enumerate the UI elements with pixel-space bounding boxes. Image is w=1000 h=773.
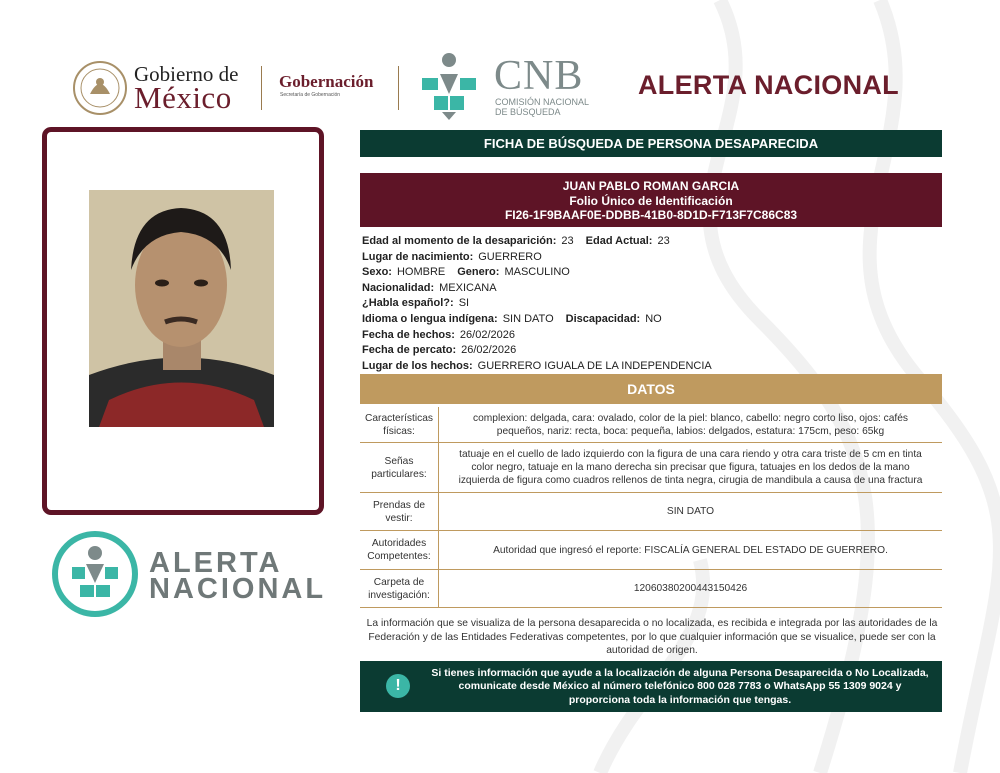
table-row — [360, 531, 942, 570]
discapacidad-label: Discapacidad: — [565, 312, 641, 325]
cnb-logo-icon — [412, 50, 486, 120]
sexo-label: Sexo: — [362, 266, 392, 279]
lugar-nacimiento-value: GUERRERO — [478, 250, 542, 263]
label-line: Características — [365, 412, 433, 424]
habla-espanol-value: SI — [458, 297, 470, 310]
edad-actual-label: Edad Actual: — [585, 235, 653, 247]
header-divider — [261, 66, 262, 110]
table-row — [360, 407, 942, 443]
sexo-value: HOMBRE — [396, 266, 446, 279]
table-row-value: 12060380200443150426 — [633, 583, 748, 594]
label-line: vestir: — [385, 512, 413, 524]
datos-table — [360, 407, 942, 608]
datos-header: DATOS — [360, 374, 942, 404]
person-name-box — [360, 173, 942, 227]
label-line: particulares: — [371, 468, 427, 480]
header-divider — [398, 66, 399, 110]
discapacidad-value: NO — [645, 312, 662, 325]
cnb-subtitle-line2: DE BÚSQUEDA — [495, 107, 561, 117]
gobernacion-text: Gobernación — [279, 72, 374, 91]
alerta-nacional-logo-icon — [52, 531, 138, 617]
info-row — [362, 265, 942, 281]
table-row — [360, 493, 942, 531]
table-row-label — [360, 570, 439, 607]
nacionalidad-value: MEXICANA — [439, 281, 497, 294]
footer-banner — [360, 661, 942, 712]
habla-espanol-label: ¿Habla español?: — [362, 297, 454, 310]
edad-desaparicion-value: 23 — [561, 235, 574, 247]
fecha-percato-label: Fecha de percato: — [362, 344, 457, 357]
lugar-hechos-value: GUERRERO IGUALA DE LA INDEPENDENCIA — [477, 359, 712, 372]
label-line: investigación: — [368, 589, 430, 601]
table-row-value: SIN DATO — [666, 506, 715, 517]
fecha-hechos-value: 26/02/2026 — [459, 328, 515, 341]
label-line: Competentes: — [367, 551, 431, 562]
cnb-subtitle-line1: COMISIÓN NACIONAL — [495, 97, 590, 107]
fecha-hechos-label: Fecha de hechos: — [362, 328, 455, 341]
info-row — [362, 328, 942, 344]
label-line: físicas: — [383, 425, 415, 437]
label-line: Señas — [384, 455, 414, 467]
label-line: Prendas de — [372, 499, 426, 511]
table-row — [360, 570, 942, 608]
table-row-label — [360, 443, 439, 492]
label-line: Carpeta de — [373, 576, 425, 588]
folio-value: FI26-1F9BAAF0E-DDBB-41B0-8D1D-F713F7C86C83 — [504, 208, 798, 222]
alerta-logo-line2: NACIONAL — [149, 573, 327, 605]
mexico-text: México — [134, 80, 232, 115]
label-line: Autoridades — [371, 538, 427, 549]
table-row — [360, 443, 942, 493]
table-row-value: Autoridad que ingresó el reporte: FISCALÍA GENERAL DEL ESTADO DE GUERRERO. — [493, 544, 888, 556]
nacionalidad-label: Nacionalidad: — [362, 281, 435, 294]
idioma-label: Idioma o lengua indígena: — [362, 312, 498, 325]
info-row — [362, 359, 942, 375]
footer-text: Si tienes información que ayude a la localización de alguna Persona Desaparecida o No Localizada, comunicate desde México al número telefónico 800 028 7783 o WhatsApp 55 1309 9024 y proporciona toda la información que tengas. — [431, 667, 929, 706]
lugar-hechos-label: Lugar de los hechos: — [362, 359, 473, 372]
ficha-title: FICHA DE BÚSQUEDA DE PERSONA DESAPARECIDA — [360, 130, 942, 157]
table-row-label — [360, 493, 439, 530]
idioma-value: SIN DATO — [502, 312, 554, 325]
alerta-nacional-title: ALERTA NACIONAL — [638, 70, 899, 100]
person-photo — [89, 190, 274, 427]
cnb-text: CNB — [494, 53, 584, 99]
disclaimer-text: La información que se visualiza de la persona desaparecida o no localizada, es recibida e integrada por las autoridades de la Federación y de las Entidades Federativas competentes, por lo que cualquier información que se visualice, puede ser con la autoridad de origen. — [366, 618, 938, 656]
info-row — [362, 281, 942, 297]
mexico-seal-icon — [72, 60, 128, 116]
info-row — [362, 234, 942, 250]
edad-actual-value: 23 — [657, 235, 670, 247]
lugar-nacimiento-label: Lugar de nacimiento: — [362, 250, 474, 263]
info-row — [362, 250, 942, 266]
info-row — [362, 296, 942, 312]
person-info — [362, 234, 942, 374]
cnb-subtitle — [495, 97, 589, 117]
genero-value: MASCULINO — [504, 266, 570, 279]
table-row-value: complexion: delgada, cara: ovalado, color de la piel: blanco, cabello: negro corto liso, ojos: cafés pequeños, nariz: recta, boca: pequeña, labios: delgados, estatura: 175cm, peso: 65kg — [473, 412, 908, 437]
genero-label: Genero: — [457, 266, 500, 279]
info-row — [362, 312, 942, 328]
edad-desaparicion-label: Edad al momento de la desaparición: — [362, 235, 557, 247]
alerta-logo-line1: ALERTA — [149, 547, 283, 579]
gobierno-de-text: Gobierno de — [134, 62, 239, 86]
fecha-percato-value: 26/02/2026 — [461, 344, 517, 357]
person-name: JUAN PABLO ROMAN GARCIA — [562, 179, 740, 193]
table-row-value: tatuaje en el cuello de lado izquierdo con la figura de una cara riendo y otra cara triste de 5 cm en tinta color negro, tatuaje en la mano derecha sin precisar que figura, tatuajes en los dedos de la mano izquierda de figura como cuadros rellenos de tinta negra, cirugia de mandibula a causa de una fractura — [458, 449, 923, 486]
exclamation-icon: ! — [386, 674, 410, 698]
table-row-label — [360, 407, 439, 442]
info-row — [362, 343, 942, 359]
table-row-label — [360, 531, 439, 569]
gobernacion-subtitle: Secretaría de Gobernación — [280, 92, 341, 98]
folio-label: Folio Único de Identificación — [569, 193, 733, 208]
